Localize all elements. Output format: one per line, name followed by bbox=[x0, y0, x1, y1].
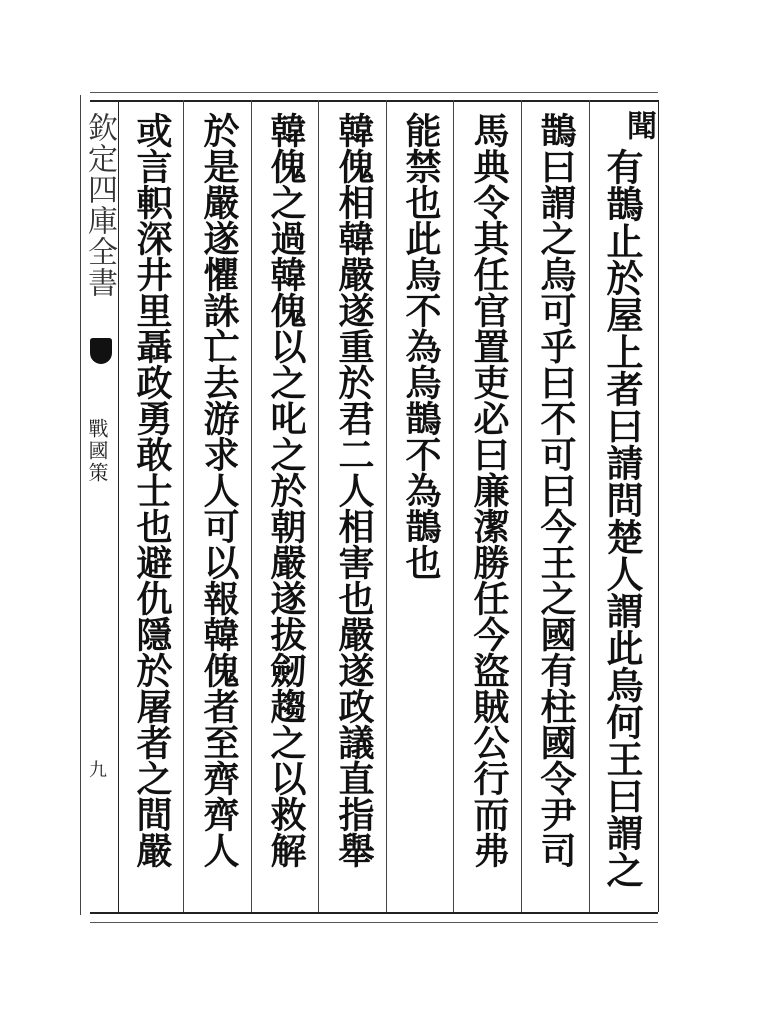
bottom-border-inner bbox=[90, 922, 658, 923]
column-8-text: 或言軹深井里聶政勇敢士也避仇隱於屠者之間嚴 bbox=[131, 112, 173, 868]
right-frame-line bbox=[658, 100, 659, 912]
column-5-text: 韓傀相韓嚴遂重於君二人相害也嚴遂政議直指舉 bbox=[333, 112, 375, 868]
gutter-chapter-title: 戰國策 bbox=[85, 418, 109, 484]
column-1-text: 有鵲止於屋上者曰請問楚人謂此烏何王曰謂之 bbox=[600, 148, 644, 888]
column-2-text: 鵲曰謂之烏可乎曰不可曰今王之國有柱國令尹司 bbox=[535, 112, 577, 868]
gutter-line bbox=[118, 100, 119, 912]
column-4-text: 能禁也此烏不為烏鵲不為鵲也 bbox=[400, 112, 442, 580]
fishtail-mark-icon bbox=[90, 338, 112, 364]
column-6-text: 韓傀之過韓傀以之叱之於朝嚴遂拔劒趨之以救解 bbox=[265, 112, 307, 868]
left-frame-line bbox=[80, 95, 81, 915]
column-divider bbox=[386, 100, 387, 912]
top-border-inner bbox=[90, 92, 658, 93]
top-border bbox=[90, 100, 658, 102]
column-7-text: 於是嚴遂懼誅亡去游求人可以報韓傀者至齊齊人 bbox=[198, 112, 240, 868]
column-divider bbox=[318, 100, 319, 912]
column-divider bbox=[183, 100, 184, 912]
column-divider bbox=[251, 100, 252, 912]
column-1-heading: 聞 bbox=[621, 110, 656, 140]
column-divider bbox=[521, 100, 522, 912]
bottom-border bbox=[90, 912, 658, 914]
column-divider bbox=[453, 100, 454, 912]
gutter-page-number: 九 bbox=[86, 760, 107, 778]
gutter-book-title: 欽定四庫全書 bbox=[82, 112, 117, 298]
column-divider bbox=[589, 100, 590, 912]
column-3-text: 馬典令其任官置吏必曰廉潔勝任今盜賊公行而弗 bbox=[468, 112, 510, 868]
